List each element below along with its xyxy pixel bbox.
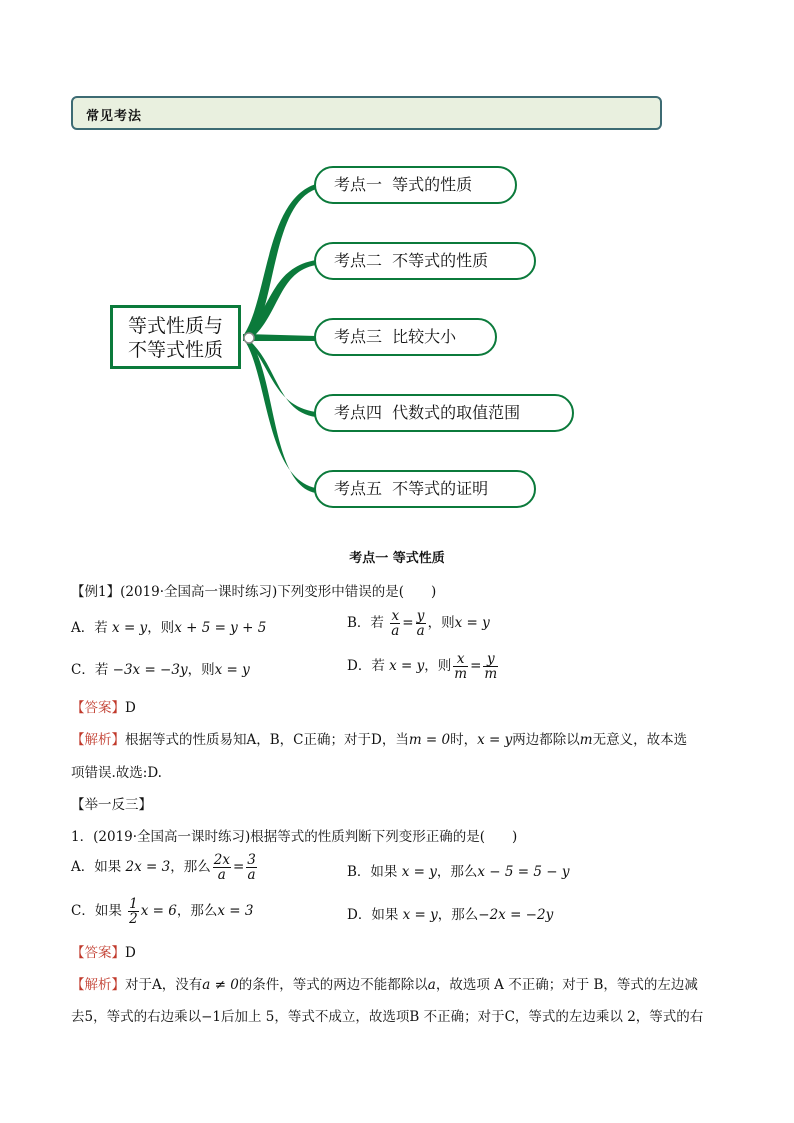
option-d-frac-2: $\frac{y}{m}$ [484, 651, 498, 682]
practice-analysis-line-2: 去5，等式的右边乘以−1后加上 5，等式不成立，故选项B 不正确；对于C，等式的左边乘以 2，等式的右 [71, 1009, 704, 1025]
option-a-condition: x = y [112, 620, 148, 636]
mindmap-root-node [110, 305, 241, 369]
root-line-1: 等式性质与 [127, 315, 223, 337]
mindmap-branch-4: 考点四 代数式的取值范围 [314, 394, 574, 432]
practice-option-b: B．如果 x = y，那么x − 5 = 5 − y [347, 864, 570, 880]
connector-5 [243, 338, 316, 493]
practice-option-a: A．如果 2x = 3，那么 $\frac{2x}{a}$ = $\frac{3}{a}$ [71, 852, 256, 883]
analysis-tag: 【解析】 [71, 732, 125, 748]
example1-option-a: A．若 x = y，则x + 5 = y + 5 [71, 620, 267, 636]
option-a-result: x + 5 = y + 5 [174, 620, 267, 636]
practice-q1-stem: 1．(2019·全国高一课时练习)根据等式的性质判断下列变形正确的是( ) [71, 829, 518, 845]
example1-stem-line [71, 580, 436, 600]
option-b-frac-2: $\frac{y}{a}$ [416, 608, 425, 639]
answer-value: D [125, 700, 136, 716]
example1-answer [71, 696, 136, 716]
connector-1 [243, 184, 316, 339]
connector-2 [243, 260, 316, 339]
example1-option-b: B．若 $\frac{x}{a}$ = $\frac{y}{a}$ ，则x = y [347, 608, 490, 639]
practice-option-d: D．如果 x = y，那么−2x = −2y [347, 907, 554, 923]
example1-tag: 【例1】 [71, 584, 121, 600]
practice-answer: 【答案】D [71, 945, 136, 961]
root-node-dot [244, 333, 254, 343]
example1-stem: (2019·全国高一课时练习)下列变形中错误的是( ) [120, 584, 437, 600]
mindmap-branch-5: 考点五 不等式的证明 [314, 470, 536, 508]
practice-analysis-line-1: 【解析】对于A，没有a ≠ 0的条件，等式的两边不能都除以a，故选项 A 不正确；对于 B，等式的左边减 [71, 977, 698, 993]
section-title: 考点一 等式性质 [349, 551, 445, 566]
example1-analysis-line-1: 【解析】根据等式的性质易知A，B，C正确；对于D，当m = 0时，x = y两边都除以m无意义，故本选 [71, 732, 688, 748]
section-header-title: 常见考法 [86, 109, 143, 124]
answer-tag: 【答案】 [71, 700, 125, 716]
mindmap-branch-1: 考点一 等式的性质 [314, 166, 517, 204]
mindmap-branch-3: 考点三 比较大小 [314, 318, 497, 356]
practice-a-frac-1: $\frac{2x}{a}$ [213, 852, 230, 883]
root-line-2: 不等式性质 [127, 339, 223, 361]
example1-option-c: C．若 −3x = −3y，则x = y [71, 662, 250, 678]
example1-option-d: D．若 x = y，则 $\frac{x}{m}$ = $\frac{y}{m}$ [347, 651, 498, 682]
practice-option-c: C．如果 $\frac{1}{2}$ x = 6，那么x = 3 [71, 896, 254, 927]
example1-analysis-line-2: 项错误.故选:D. [71, 765, 162, 781]
option-d-frac-1: $\frac{x}{m}$ [454, 651, 468, 682]
practice-tag: 【举一反三】 [71, 797, 152, 813]
mindmap-branch-2: 考点二 不等式的性质 [314, 242, 536, 280]
practice-a-frac-2: $\frac{3}{a}$ [247, 852, 256, 883]
practice-c-frac: $\frac{1}{2}$ [129, 896, 138, 927]
option-b-frac-1: $\frac{x}{a}$ [391, 608, 400, 639]
